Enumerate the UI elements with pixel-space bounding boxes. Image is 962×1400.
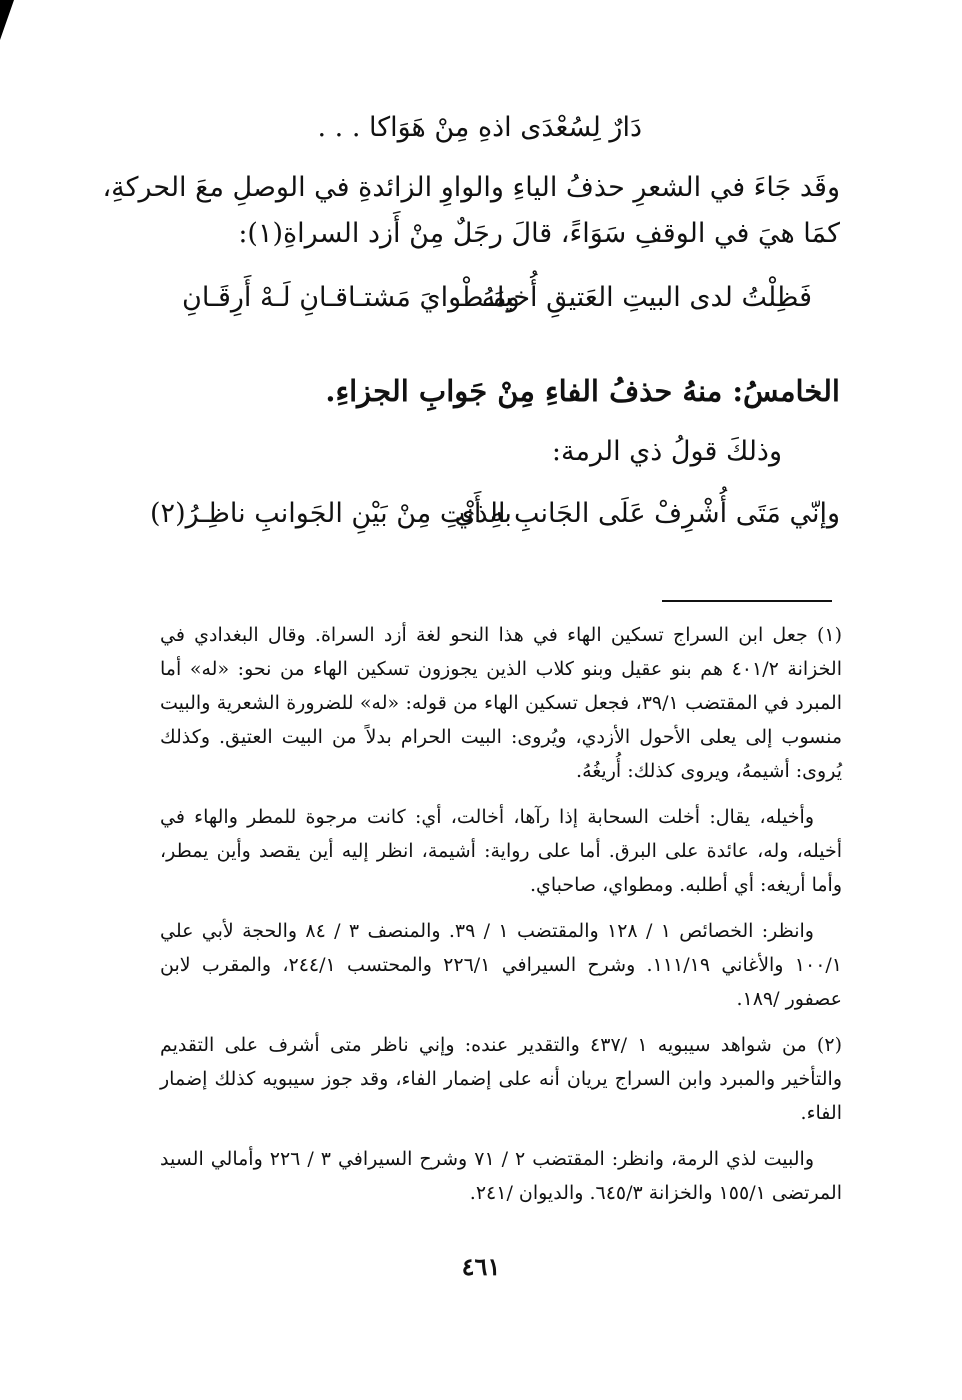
verse-2-second-hemistich: بهِ أَنْتِ مِنْ بَيْنِ الجَوانبِ ناظِـرُ(٢) <box>150 498 512 529</box>
footnote-separator <box>662 600 832 602</box>
footnote-2-references: والبيت لذي الرمة، وانظر: المقتضب ٢ / ٧١ وشرح السيرافي ٣ / ٢٢٦ وأمالي السيد المرتضى ١٥٥/١ والخزانة ٦٤٥/٣. والديوان /٢٤١. <box>160 1148 842 1204</box>
footnote-2: (٢) من شواهد سيبويه ١ /٤٣٧ والتقدير عنده: وإني ناظر متى أشرف على التقديم والتأخير والمبرد وابن السراج يريان أنه على إضمار الفاء، وقد جوز سيبويه كذلك إضمار الفاء. <box>160 1034 842 1124</box>
verse-1-first-hemistich: فَظِلْتُ لدى البيتِ العَتيقِ أُخيلهُ <box>481 282 812 313</box>
verse-1-second-hemistich: ومَـطْوايَ مَشتـاقـانِ لَـهْ أَرِقَـانِ <box>182 282 520 313</box>
footnote-1: (١) جعل ابن السراج تسكين الهاء في هذا النحو لغة أزد السراة. وقال البغدادي في الخزانة ٤٠١/٢ هم بنو عقيل وبنو كلاب الذين يجوزون تسكين الهاء من نحو: «له» أما المبرد في المقتضب ٣٩/١، فجعل تسكين الهاء من قوله: «له» للضرورة الشعرية والبيت منسوب إلى يعلى الأحول الأزدي، ويُروى: البيت الحرام بدلاً من البيت العتيق. وكذلك يُروى: أشيمهُ، ويروى كذلك: أُريغُهُ. <box>160 624 842 782</box>
verse-fragment: دَارٌ لِسُعْدَى اذهِ مِنْ هَوَاكا . . . <box>317 112 642 143</box>
corner-mark <box>0 0 14 40</box>
footnotes <box>160 618 842 1222</box>
paragraph-line-1: وقَد جَاءَ في الشعرِ حذفُ الياءِ والواوِ الزائدةِ في الوصلِ معَ الحركةِ، <box>102 172 840 203</box>
intro-line: وذلكَ قولُ ذي الرمة: <box>551 436 782 467</box>
paragraph-line-2: كمَا هيَ في الوقفِ سَوَاءً، قالَ رجَلٌ مِنْ أَزد السراةِ(١): <box>238 218 840 249</box>
section-heading: الخامسُ: منهُ حذفُ الفاءِ مِنْ جَوابِ الجزاءِ. <box>325 374 840 408</box>
footnote-1-references: وانظر: الخصائص ١ / ١٢٨ والمقتضب ١ / ٣٩. والمنصف ٣ / ٨٤ والحجة لأبي علي ١٠٠/١ والأغاني ١١١/١٩. وشرح السيرافي ٢٢٦/١ والمحتسب ٢٤٤/١، والمقرب لابن عصفور /١٨٩. <box>160 920 843 1010</box>
footnote-1-continuation: وأخيله، يقال: أخلت السحابة إذا رآها، أخالت، أي: كانت مرجوة للمطر والهاء في أخيله، وله، عائدة على البرق. أما على رواية: أشيمة، انظر إليه أين يقصد وأين يمطر، وأما أريغه: أي أطلبه. ومطواي، صاحباي. <box>160 806 842 896</box>
verse-2-first-hemistich: وإنّي مَتَى أُشْرِفْ عَلَى الجَانبِ الذي <box>454 498 840 529</box>
page-number: ٤٦١ <box>461 1252 501 1281</box>
